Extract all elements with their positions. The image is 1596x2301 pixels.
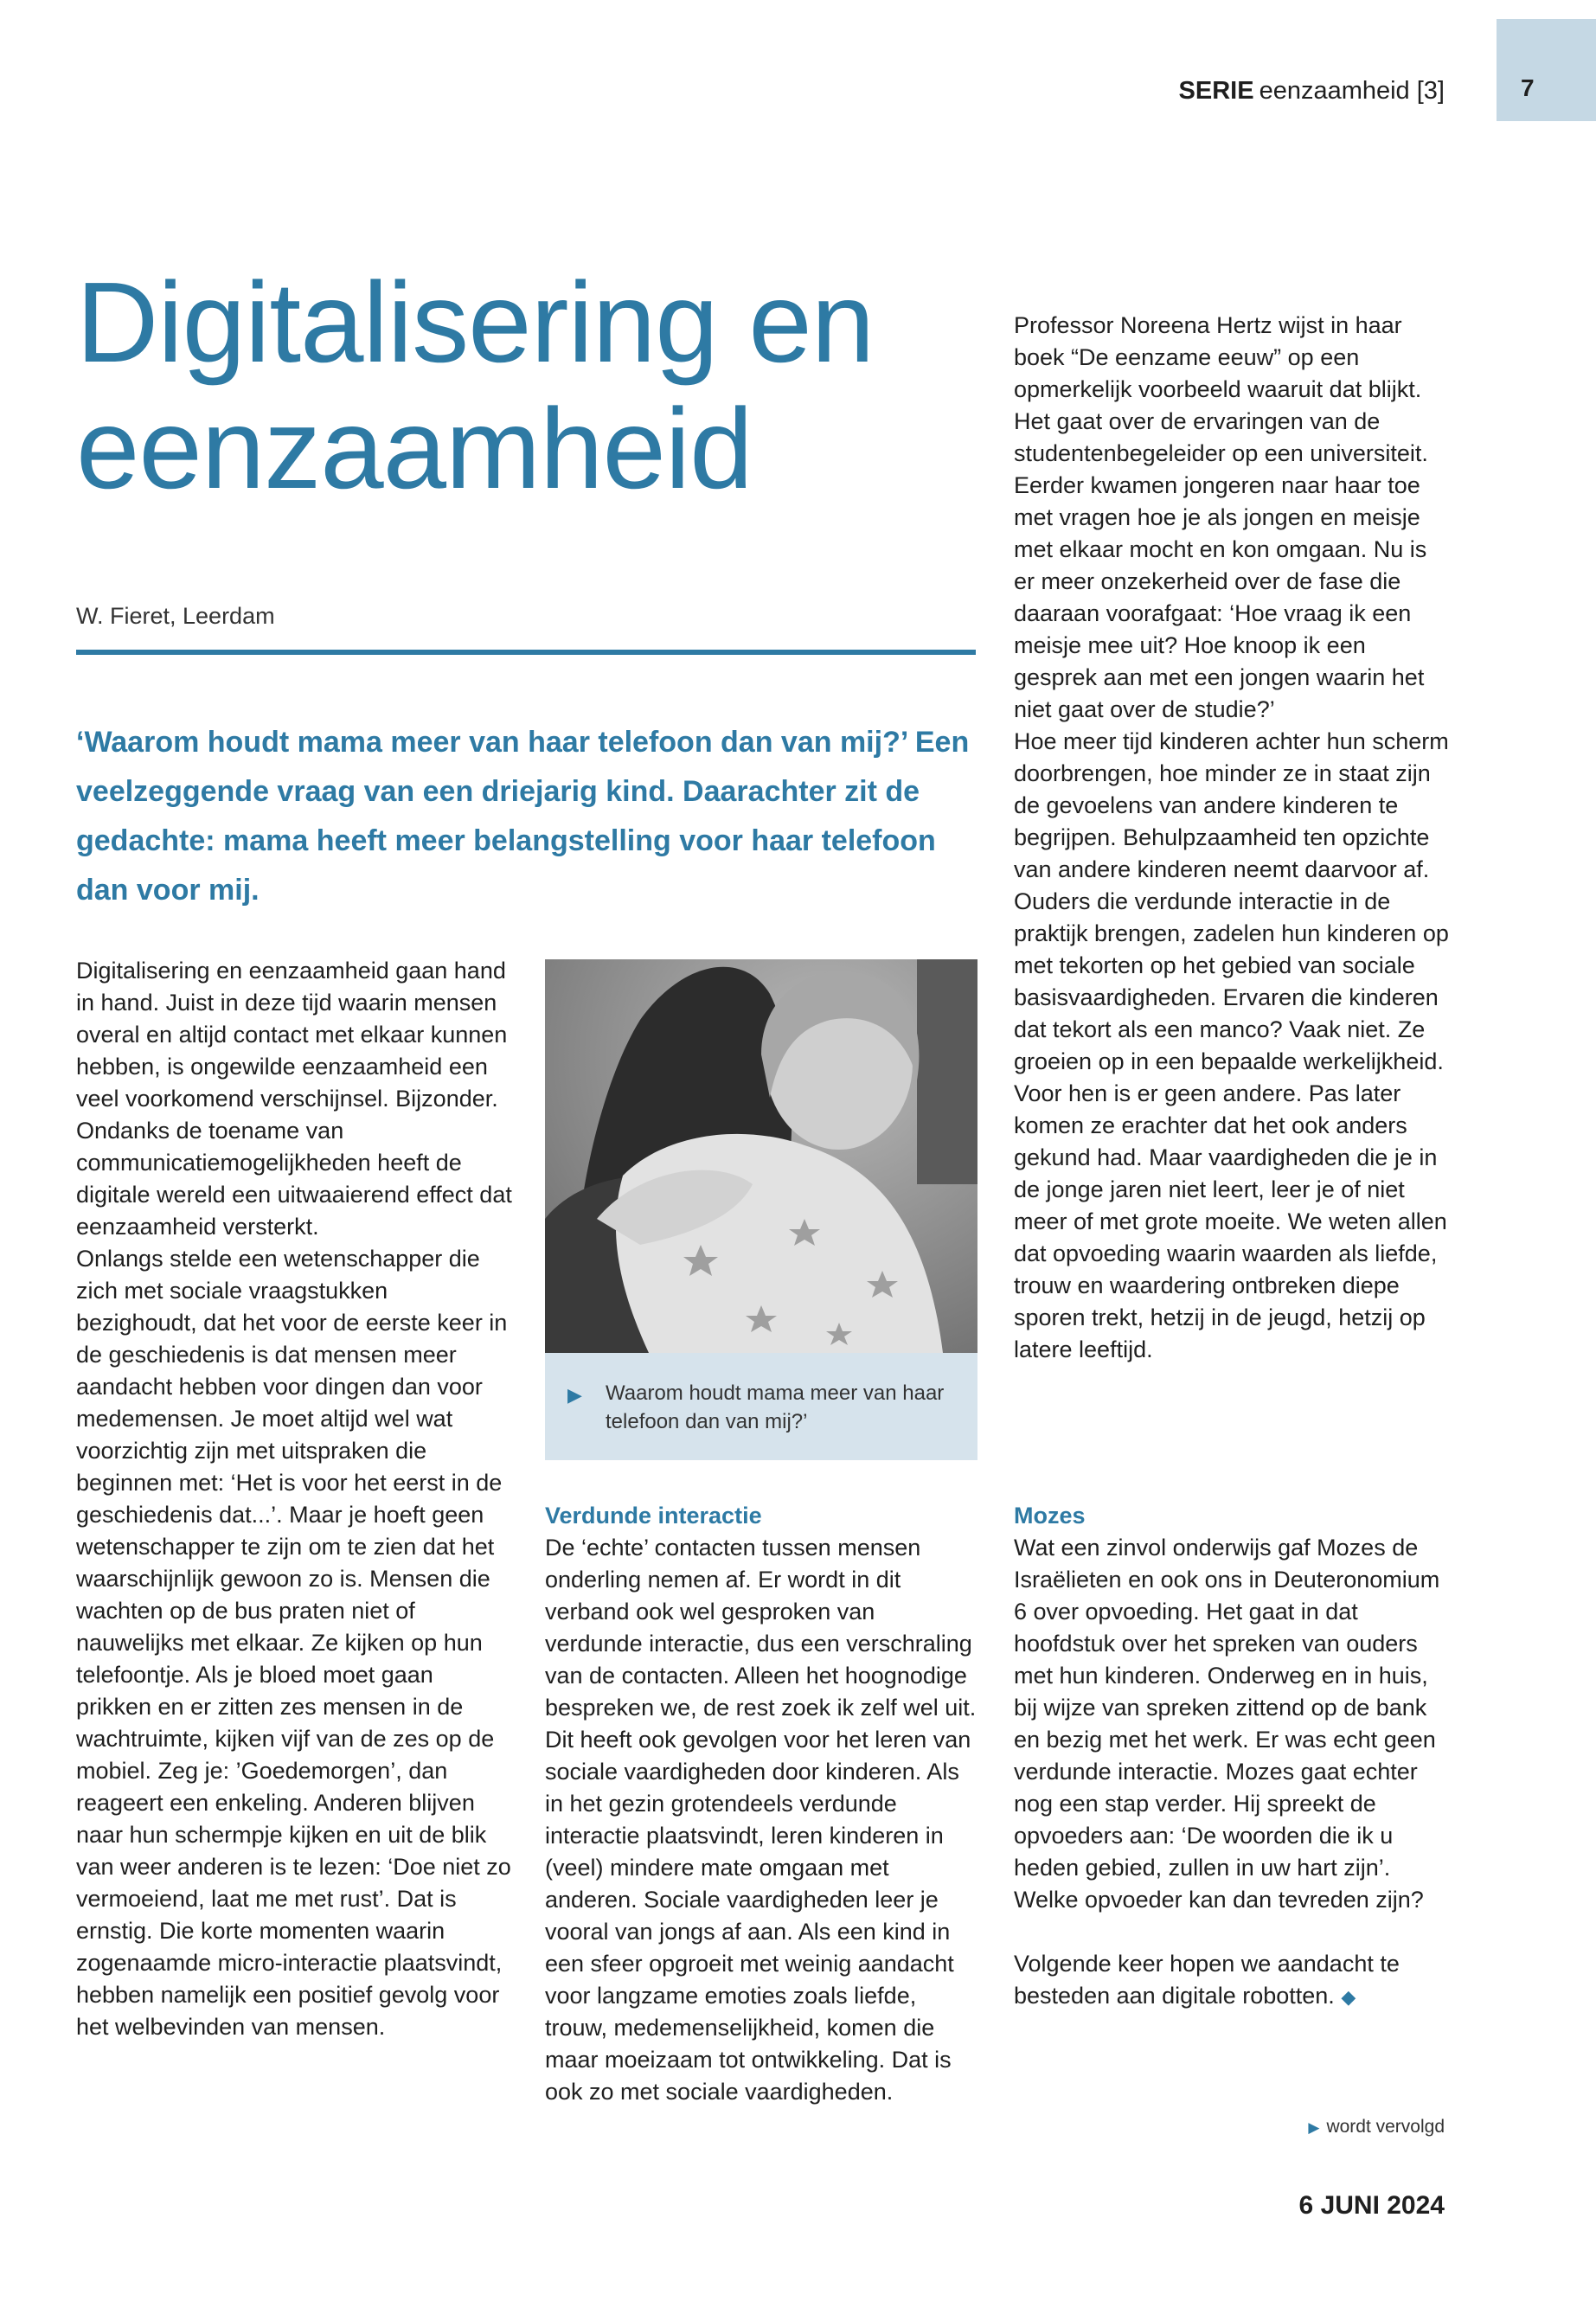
photo-caption-box bbox=[545, 1353, 977, 1460]
triangle-right-icon: ▶ bbox=[1308, 2119, 1320, 2136]
issue-date: 6 JUNI 2024 bbox=[1298, 2191, 1445, 2220]
article-title: Digitalisering en eenzaamheid bbox=[76, 259, 875, 512]
closing-text: Volgende keer hopen we aandacht te besteden aan digitale robotten. bbox=[1014, 1951, 1400, 2009]
page-number-tab bbox=[1497, 19, 1596, 121]
paragraph: De ‘echte’ contacten tussen mensen onderling nemen af. Er wordt in dit verband ook wel gesproken van verdunde interactie, dus een verschraling van de contacten. Alleen het hoognodige bespreken we, de rest zoek ik zelf wel uit. Dit heeft ook gevolgen voor het leren van sociale vaardigheden door kinderen. Als in het gezin grotendeels verdunde interactie plaatsvindt, leren kinderen in (veel) mindere mate omgaan met anderen. Sociale vaardigheden leer je vooral van jongs af aan. Als een kind in een sfeer opgroeit met weinig aandacht voor langzame emoties zoals liefde, trouw, medemenselijkheid, komen die maar moeizaam tot ontwikkeling. Dat is ook zo met sociale vaardigheden. bbox=[545, 1535, 977, 2105]
series-header bbox=[1179, 77, 1445, 106]
continued-note bbox=[1308, 2117, 1445, 2138]
paragraph: Professor Noreena Hertz wijst in haar boek “De eenzame eeuw” op een opmerkelijk voorbeeld waaruit dat blijkt. Het gaat over de ervaringen van de studentenbegeleider op een universiteit. Eerder kwamen jongeren naar haar toe met vragen hoe je als jongen en meisje met elkaar mocht en kon omgaan. Nu is er meer onzekerheid over de fase die daaraan voorafgaat: ‘Hoe vraag ik een meisje mee uit? Hoe knoop ik een gesprek aan met een jongen waarin het niet gaat over de studie?’ bbox=[1014, 312, 1428, 722]
page-number: 7 bbox=[1521, 74, 1535, 101]
article-author: W. Fieret, Leerdam bbox=[76, 603, 275, 629]
section-heading: Verdunde interactie bbox=[545, 1503, 762, 1529]
paragraph: Digitalisering en eenzaamheid gaan hand in hand. Juist in deze tijd waarin mensen overal en altijd contact met elkaar kunnen hebben, is ongewilde eenzaamheid een veel voorkomend verschijnsel. Bijzonder. Ondanks de toename van communicatiemogelijkheden heeft de digitale wereld een uitwaaierend effect dat eenzaamheid versterkt. bbox=[76, 958, 512, 1240]
paragraph: Wat een zinvol onderwijs gaf Mozes de Israëlieten en ook ons in Deuteronomium 6 over opvoeding. Het gaat in dat hoofdstuk over het spreken van ouders met hun kinderen. Onderweg en in huis, bij wijze van spreken zittend op de bank en bezig met het werk. Er was echt geen verdunde interactie. Mozes gaat echter nog een stap verder. Hij spreekt de opvoeders aan: ‘De woorden die ik u heden gebied, zullen in uw hart zijn’. Welke opvoeder kan dan tevreden zijn? bbox=[1014, 1535, 1440, 1913]
series-title: eenzaamheid [3] bbox=[1259, 77, 1445, 105]
column-1 bbox=[76, 955, 513, 2043]
continued-text: wordt vervolgd bbox=[1326, 2117, 1445, 2137]
photo-caption: Waarom houdt mama meer van haar telefoon dan van mij?’ bbox=[606, 1381, 945, 1433]
article-photo bbox=[545, 959, 977, 1353]
series-label: SERIE bbox=[1178, 77, 1254, 105]
paragraph: Hoe meer tijd kinderen achter hun scherm doorbrengen, hoe minder ze in staat zijn de gevoelens van andere kinderen te begrijpen. Behulpzaamheid ten opzichte van andere kinderen neemt daarvoor af. Ouders die verdunde interactie in de praktijk brengen, zadelen hun kinderen op met tekorten op het gebied van sociale basisvaardigheden. Ervaren die kinderen dat tekort als een manco? Vaak niet. Ze groeien op in een bepaalde werkelijkheid. Voor hen is er geen andere. Pas later komen ze erachter dat het ook anders gekund had. Maar vaardigheden die je in de jonge jaren niet leert, leer je of niet meer of met grote moeite. We weten allen dat opvoeding waarin waarden als liefde, trouw en waardering ontbreken diepe sporen trekt, hetzij in de jeugd, hetzij op latere leeftijd. bbox=[1014, 728, 1449, 1362]
column-2 bbox=[545, 1500, 977, 2108]
section-heading: Mozes bbox=[1014, 1503, 1086, 1529]
title-divider bbox=[76, 650, 976, 655]
end-mark-icon: ◆ bbox=[1341, 1986, 1356, 2008]
paragraph-gap bbox=[1014, 1916, 1451, 1948]
triangle-right-icon: ▶ bbox=[567, 1384, 582, 1406]
closing-paragraph bbox=[1014, 1948, 1451, 2013]
article-intro: ‘Waarom houdt mama meer van haar telefoon dan van mij?’ Een veelzeggende vraag van een driejarig kind. Daarachter zit de gedachte: mama heeft meer belangstelling voor haar telefoon dan voor mij. bbox=[76, 726, 970, 907]
paragraph: Onlangs stelde een wetenschapper die zich met sociale vraagstukken bezighoudt, dat het voor de eerste keer in de geschiedenis is dat mensen meer aandacht hebben voor dingen dan voor medemensen. Je moet altijd wel wat voorzichtig zijn met uitspraken die beginnen met: ‘Het is voor het eerst in de geschiedenis dat...’. Maar je hoeft geen wetenschapper te zijn om te zien dat het waarschijnlijk gewoon zo is. Mensen die wachten op de bus praten niet of nauwelijks met elkaar. Ze kijken op hun telefoontje. Als je bloed moet gaan prikken en er zitten zes mensen in de wachtruimte, kijken vijf van de zes op de mobiel. Zeg je: ’Goedemorgen’, dan reageert een enkeling. Anderen blijven naar hun schermpje kijken en uit de blik van weer anderen is te lezen: ‘Doe niet zo vermoeiend, laat me met rust’. Dat is ernstig. Die korte momenten waarin zogenaamde micro-interactie plaatsvindt, hebben namelijk een positief gevolg voor het welbevinden van mensen. bbox=[76, 1246, 511, 2040]
column-3-lower bbox=[1014, 1500, 1451, 2013]
column-3 bbox=[1014, 310, 1451, 1366]
